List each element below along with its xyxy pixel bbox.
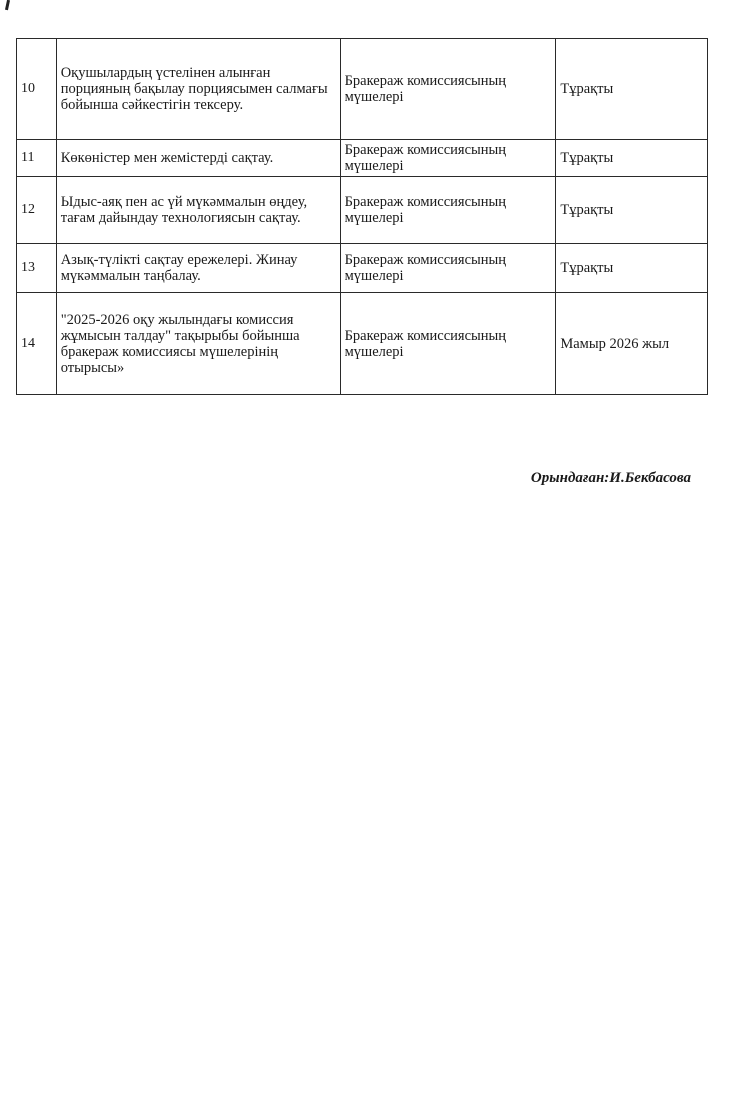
task-cell: "2025-2026 оқу жылындағы комиссия жұмысын талдау" тақырыбы бойынша бракераж комиссиясы мүшелерінің отырысы» bbox=[56, 293, 340, 395]
task-cell: Ыдыс-аяқ пен ас үй мүкәммалын өңдеу, тағам дайындау технологиясын сақтау. bbox=[56, 177, 340, 244]
row-number: 14 bbox=[17, 293, 57, 395]
term-cell: Тұрақты bbox=[556, 177, 708, 244]
table-row bbox=[17, 293, 708, 395]
term-cell: Тұрақты bbox=[556, 39, 708, 140]
table-row bbox=[17, 140, 708, 177]
row-number: 11 bbox=[17, 140, 57, 177]
commission-plan-table bbox=[16, 38, 708, 395]
row-number: 13 bbox=[17, 244, 57, 293]
responsible-cell: Бракераж комиссиясының мүшелері bbox=[340, 140, 556, 177]
row-number: 10 bbox=[17, 39, 57, 140]
scan-corner-mark bbox=[5, 0, 10, 10]
table-row bbox=[17, 39, 708, 140]
responsible-cell: Бракераж комиссиясының мүшелері bbox=[340, 293, 556, 395]
responsible-cell: Бракераж комиссиясының мүшелері bbox=[340, 244, 556, 293]
term-cell: Тұрақты bbox=[556, 244, 708, 293]
table-row bbox=[17, 244, 708, 293]
task-cell: Оқушылардың үстелінен алынған порцияның бақылау порциясымен салмағы бойынша сәйкестігін тексеру. bbox=[56, 39, 340, 140]
term-cell: Мамыр 2026 жыл bbox=[556, 293, 708, 395]
responsible-cell: Бракераж комиссиясының мүшелері bbox=[340, 39, 556, 140]
responsible-cell: Бракераж комиссиясының мүшелері bbox=[340, 177, 556, 244]
task-cell: Азық-түлікті сақтау ережелері. Жинау мүкәммалын таңбалау. bbox=[56, 244, 340, 293]
term-cell: Тұрақты bbox=[556, 140, 708, 177]
row-number: 12 bbox=[17, 177, 57, 244]
task-cell: Көкөністер мен жемістерді сақтау. bbox=[56, 140, 340, 177]
signature-line: Орындаған:И.Бекбасова bbox=[530, 470, 691, 486]
table-row bbox=[17, 177, 708, 244]
